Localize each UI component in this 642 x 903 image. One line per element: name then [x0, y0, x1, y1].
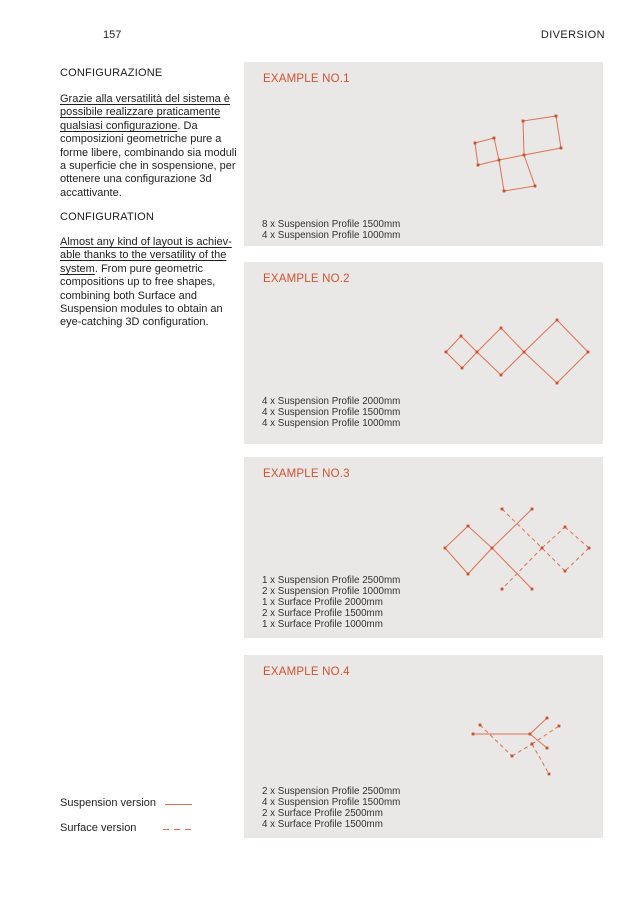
- parts-list-item: 4 x Surface Profile 1500mm: [262, 819, 383, 830]
- example-1-parts-list: [262, 219, 400, 241]
- intro-paragraph-en: [60, 236, 240, 330]
- parts-list-item: 4 x Suspension Profile 1500mm: [262, 797, 401, 808]
- brand-title: DIVERSION: [540, 29, 605, 41]
- example-box-4: [244, 655, 603, 838]
- parts-list-item: 2 x Surface Profile 1500mm: [262, 608, 383, 619]
- parts-list-item: 1 x Surface Profile 2000mm: [262, 597, 383, 608]
- legend-suspension-label: Suspension version: [60, 797, 157, 809]
- intro-paragraph-it: [60, 93, 240, 200]
- example-4-title: EXAMPLE NO.4: [263, 666, 350, 678]
- page-number: 157: [103, 29, 122, 41]
- legend-suspension-line-sample: [165, 804, 192, 805]
- parts-list-item: 2 x Suspension Profile 2500mm: [262, 786, 401, 797]
- example-4-parts-list: [262, 786, 400, 830]
- parts-list-item: 1 x Suspension Profile 2500mm: [262, 575, 401, 586]
- parts-list-item: 1 x Surface Profile 1000mm: [262, 619, 383, 630]
- parts-list-item: 4 x Suspension Profile 1000mm: [262, 418, 401, 429]
- example-1-title: EXAMPLE NO.1: [263, 73, 350, 85]
- section-title-it: CONFIGURAZIONE: [60, 67, 163, 79]
- underlined-text-en: Almost any kind of layout is achiev-able thanks to the versatility of the system: [60, 236, 232, 275]
- parts-list-item: 4 x Suspension Profile 1500mm: [262, 407, 401, 418]
- example-3-title: EXAMPLE NO.3: [263, 468, 350, 480]
- body-text-en: . From pure geometric compositions up to free shapes, combining both Surface and Suspension modules to obtain an eye-catching 3D configuration.: [60, 262, 223, 329]
- example-box-2: [244, 262, 603, 444]
- parts-list-item: 4 x Suspension Profile 2000mm: [262, 396, 401, 407]
- legend-surface-label: Surface version: [60, 822, 137, 834]
- legend-surface-line-sample: [163, 829, 195, 830]
- parts-list-item: 2 x Surface Profile 2500mm: [262, 808, 383, 819]
- example-2-parts-list: [262, 396, 400, 429]
- section-title-en: CONFIGURATION: [60, 211, 155, 223]
- parts-list-item: 4 x Suspension Profile 1000mm: [262, 230, 401, 241]
- parts-list-item: 2 x Suspension Profile 1000mm: [262, 586, 401, 597]
- underlined-text-it: Grazie alla versatilità del sistema è possibile realizzare praticamente qualsiasi configurazione: [60, 93, 230, 132]
- body-text-it: . Da composizioni geometriche pure a forme libere, combinando sia moduli a superficie che in sospensione, per ottenere una configurazione 3d accattivante.: [60, 119, 237, 199]
- example-box-1: [244, 62, 603, 246]
- example-2-title: EXAMPLE NO.2: [263, 273, 350, 285]
- example-3-parts-list: [262, 575, 400, 630]
- example-box-3: [244, 457, 603, 638]
- parts-list-item: 8 x Suspension Profile 1500mm: [262, 219, 401, 230]
